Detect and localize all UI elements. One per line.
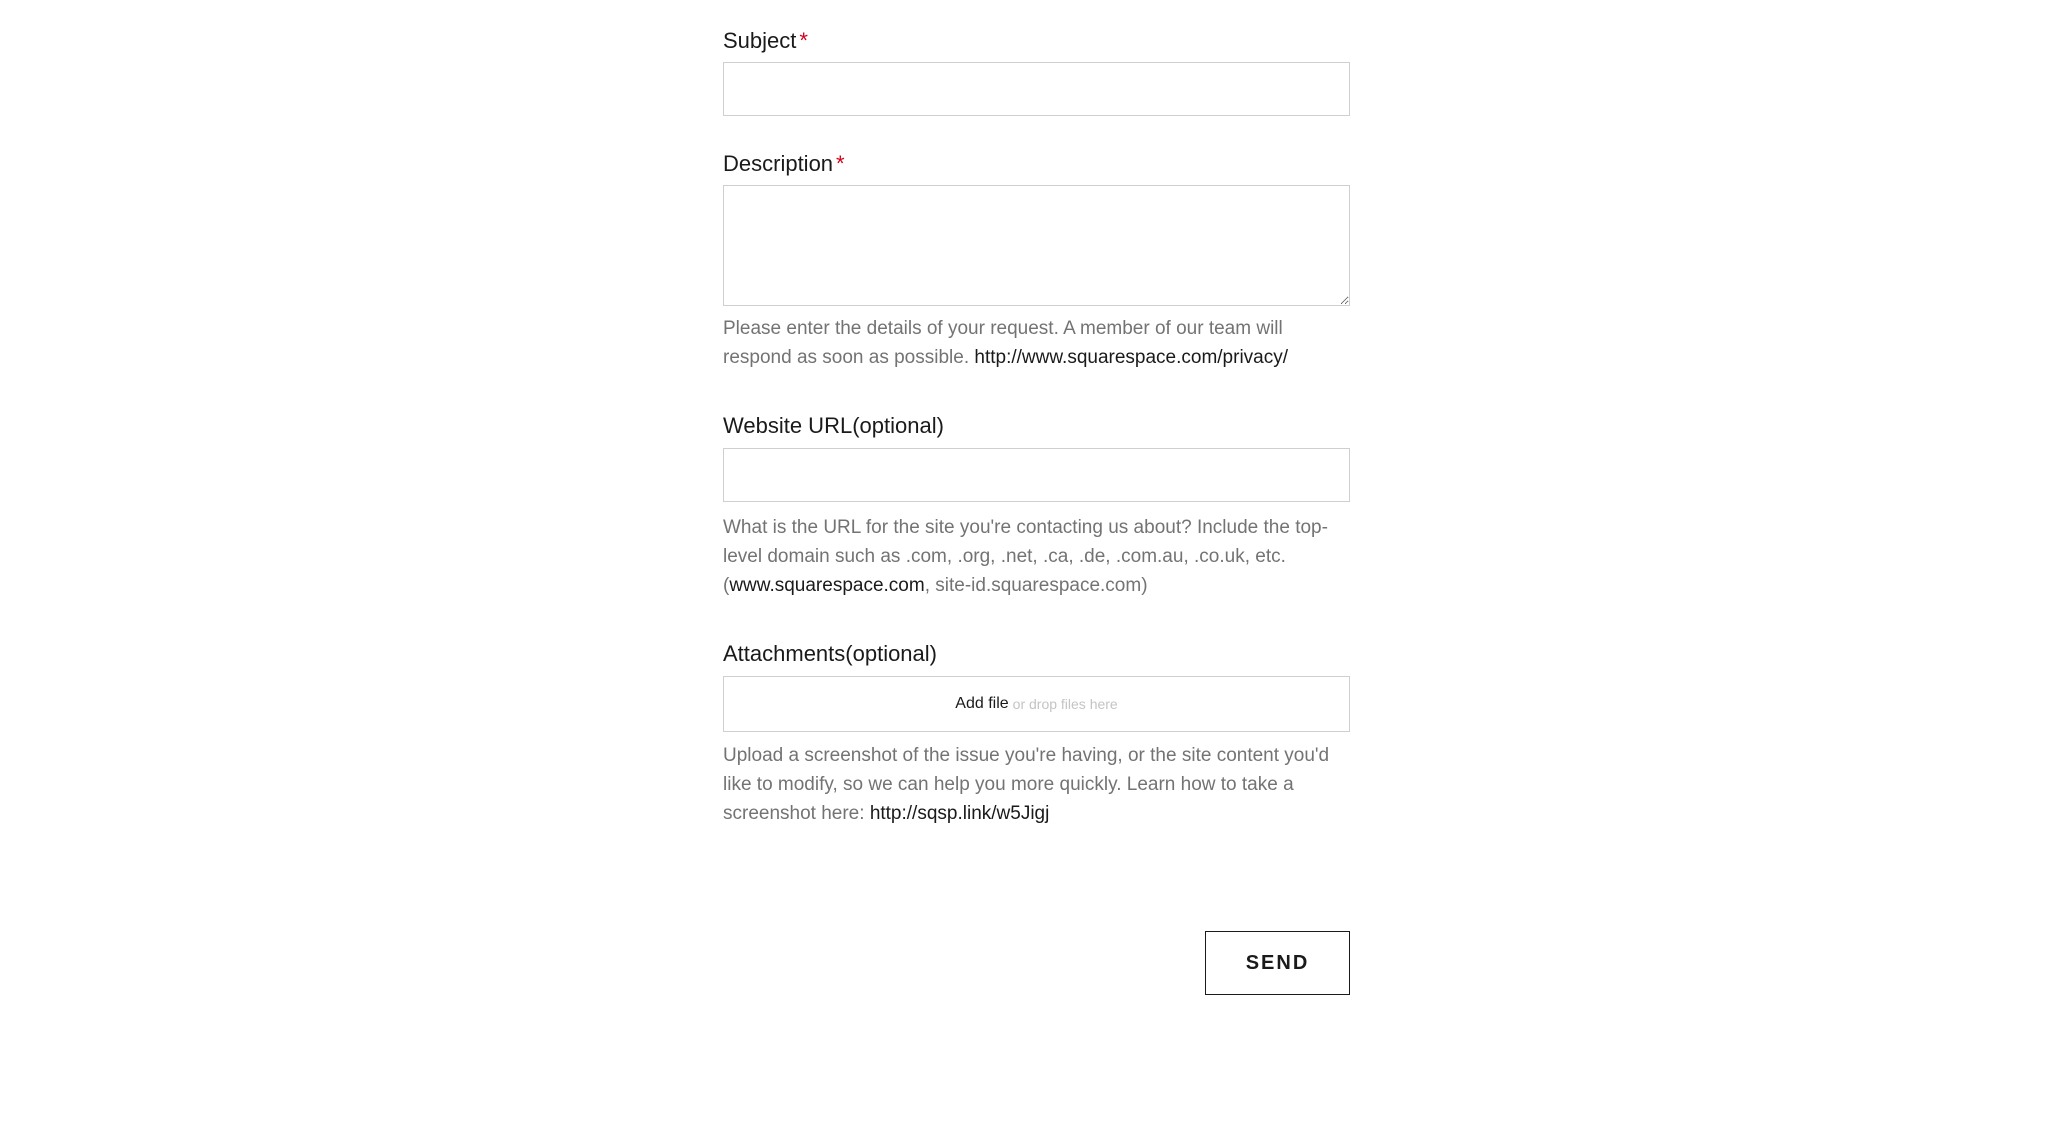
website-url-help-text-1: What is the URL for the site you're contacting us about? Include the top-level domain such as .com, .org, .net, .ca, .de, .com.au, .co.uk, etc. ( [723, 517, 1328, 596]
website-url-help [723, 513, 1350, 600]
subject-required-mark: * [799, 28, 808, 53]
description-label [723, 149, 845, 179]
attachments-label: Attachments(optional) [723, 641, 937, 666]
description-label-text: Description [723, 151, 834, 176]
website-url-help-text-2: , site-id.squarespace.com) [924, 575, 1148, 596]
subject-label-text: Subject [723, 28, 797, 53]
website-url-input[interactable] [723, 448, 1350, 502]
privacy-link[interactable]: http://www.squarespace.com/privacy/ [974, 347, 1289, 368]
drop-files-hint: or drop files here [1012, 696, 1118, 712]
squarespace-link[interactable]: www.squarespace.com [729, 575, 925, 596]
subject-label [723, 26, 808, 56]
send-button[interactable]: SEND [1205, 931, 1350, 995]
description-help-text: Please enter the details of your request. A member of our team will respond as soon as possible. [723, 318, 1283, 368]
attachments-help [723, 741, 1350, 828]
add-file-button[interactable]: Add file [955, 695, 1009, 712]
screenshot-guide-link[interactable]: http://sqsp.link/w5Jigj [869, 803, 1050, 824]
description-textarea[interactable] [723, 185, 1350, 306]
website-url-label: Website URL(optional) [723, 413, 944, 438]
attachments-help-text: Upload a screenshot of the issue you're having, or the site content you'd like to modify, so we can help you more quickly. Learn how to take a screenshot here: [723, 745, 1330, 824]
description-required-mark: * [836, 151, 845, 176]
subject-input[interactable] [723, 62, 1350, 116]
file-dropzone[interactable] [723, 676, 1350, 732]
description-help [723, 314, 1350, 372]
